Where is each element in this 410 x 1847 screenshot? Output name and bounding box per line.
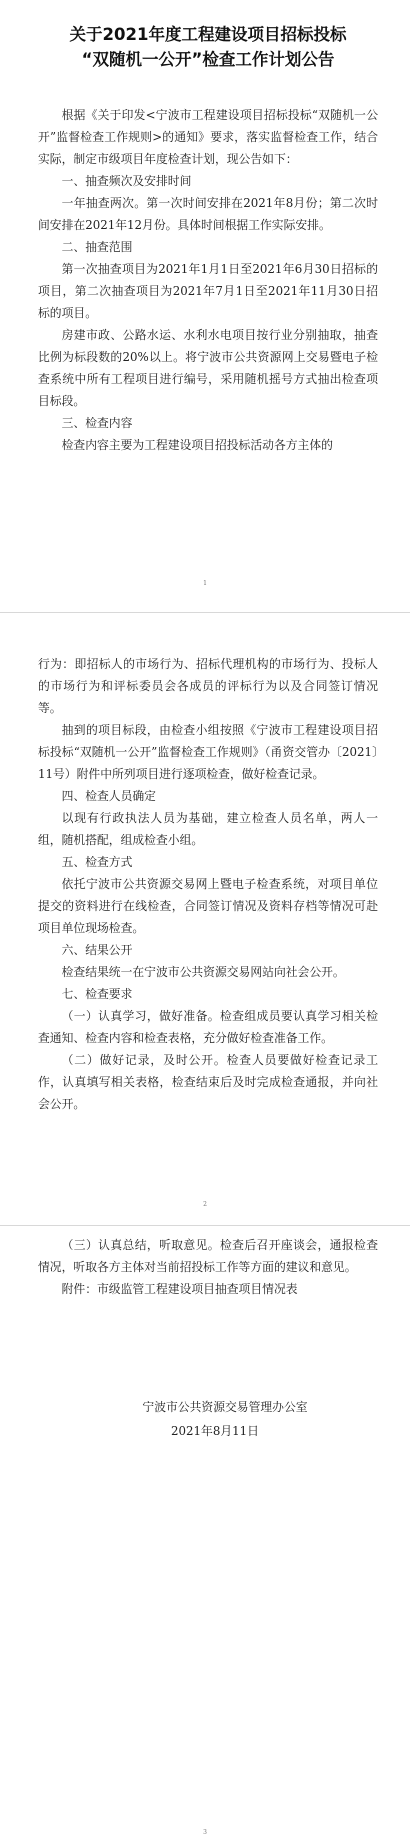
section-7-item-1: （一）认真学习，做好准备。检查组成员要认真学习相关检查通知、检查内容和检查表格，充分做好检查准备工作。 (38, 1009, 378, 1045)
page-number-1: 1 (203, 580, 207, 587)
attachment-line: 附件：市级监管工程建设项目抽查项目情况表 (61, 1282, 298, 1296)
section-7-item-3: （三）认真总结，听取意见。检查后召开座谈会，通报检查情况，听取各方主体对当前招投标工作等方面的建议和意见。 (38, 1238, 378, 1274)
section-5-body: 依托宁波市公共资源交易网上暨电子检查系统，对项目单位提交的资料进行在线检查，合同签订情况及资料存档等情况可赴项目单位现场检查。 (38, 877, 378, 935)
title-line-2: “双随机一公开”检查工作计划公告 (81, 50, 335, 69)
document-page-2 (0, 613, 410, 1225)
section-5-heading: 五、检查方式 (61, 855, 133, 869)
section-4-body: 以现有行政执法人员为基础，建立检查人员名单，两人一组，随机搭配，组成检查小组。 (38, 811, 378, 847)
page-3-content (38, 1234, 378, 1300)
section-7-heading: 七、检查要求 (61, 987, 133, 1001)
section-6-body: 检查结果统一在宁波市公共资源交易网站向社会公开。 (61, 965, 345, 979)
page-1-content (38, 22, 378, 456)
page-number-2: 2 (203, 1201, 207, 1208)
section-3-body-2: 抽到的项目标段，由检查小组按照《宁波市工程建设项目招标投标“双随机一公开”监督检查工作规则》（甬资交管办〔2021〕11号）附件中所列项目进行逐项检查，做好检查记录。 (38, 723, 378, 781)
section-7-item-2: （二）做好记录，及时公开。检查人员要做好检查记录工作，认真填写相关表格，检查结束后及时完成检查通报，并向社会公开。 (38, 1053, 378, 1111)
page-2-content (38, 653, 378, 1115)
title-line-1: 关于2021年度工程建设项目招标投标 (69, 25, 347, 44)
document-page-3 (0, 1226, 410, 1847)
section-1-body: 一年抽查两次。第一次时间安排在2021年8月份；第二次时间安排在2021年12月份。具体时间根据工作实际安排。 (38, 196, 378, 232)
section-1-heading: 一、抽查频次及安排时间 (61, 174, 192, 188)
section-6-heading: 六、结果公开 (61, 943, 133, 957)
section-2-body-2: 房建市政、公路水运、水利水电项目按行业分别抽取，抽查比例为标段数的20%以上。将宁波市公共资源网上交易暨电子检查系统中所有工程项目进行编号，采用随机摇号方式抽出检查项目标段。 (38, 328, 378, 408)
section-3-body-part-1: 检查内容主要为工程建设项目招投标活动各方主体的 (61, 438, 333, 452)
section-4-heading: 四、检查人员确定 (61, 789, 156, 803)
section-2-body-1: 第一次抽查项目为2021年1月1日至2021年6月30日招标的项目，第二次抽查项目为2021年7月1日至2021年11月30日招标的项目。 (38, 262, 378, 320)
document-title (38, 22, 378, 72)
intro-paragraph: 根据《关于印发<宁波市工程建设项目招标投标“双随机一公开”监督检查工作规则>的通知》要求，落实监督检查工作，结合实际，制定市级项目年度检查计划，现公告如下： (38, 108, 378, 166)
section-3-heading: 三、检查内容 (61, 416, 133, 430)
section-3-body-part-2: 行为：即招标人的市场行为、招标代理机构的市场行为、投标人的市场行为和评标委员会各成员的评标行为以及合同签订情况等。 (38, 657, 378, 715)
signature-org: 宁波市公共资源交易管理办公室 (142, 1400, 308, 1414)
section-2-heading: 二、抽查范围 (61, 240, 133, 254)
document-page-1 (0, 0, 410, 612)
page-number-3: 3 (203, 1829, 207, 1836)
signature-date: 2021年8月11日 (171, 1424, 259, 1438)
